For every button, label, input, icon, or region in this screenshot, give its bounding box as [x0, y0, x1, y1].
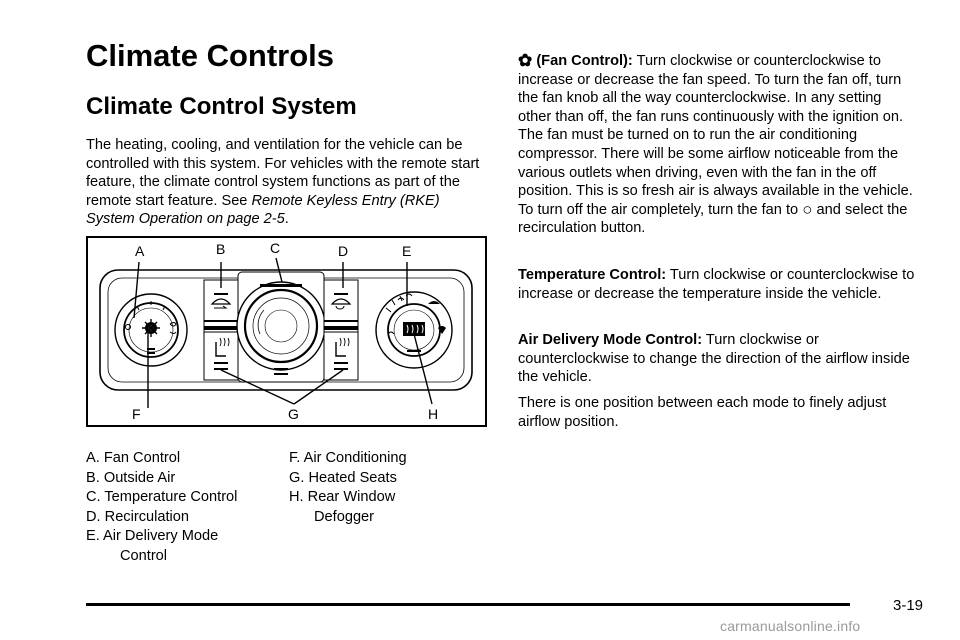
temperature-control-text: Turn clockwise or counterclockwise to increase or decrease the temperature inside the vehicle.: [518, 267, 915, 302]
fine-adjust-paragraph: [518, 394, 918, 431]
legend-item-continued: Control: [120, 547, 168, 564]
callout-d: D: [338, 243, 349, 259]
fan-icon: ✿: [518, 51, 533, 70]
temperature-control-paragraph: [518, 266, 918, 303]
intro-reference: Remote Keyless Entry (RKE) System Operation on page 2-5: [86, 192, 440, 227]
right-button-column: [324, 280, 358, 380]
temperature-knob: [237, 272, 325, 382]
callout-b: B: [216, 241, 226, 257]
callout-e: E: [402, 243, 412, 259]
mode-control-text: Turn clockwise or counterclockwise to change the direction of the airflow inside the vehicle.: [518, 332, 910, 385]
fan-knob: [115, 294, 187, 366]
callout-a: A: [135, 243, 145, 259]
fan-control-label: (Fan Control):: [536, 53, 633, 69]
page-title: Climate Controls: [86, 38, 335, 73]
legend-item: A. Fan Control: [86, 450, 181, 466]
legend-right: [289, 449, 407, 527]
climate-panel-diagram: [88, 238, 485, 425]
rear-defog-icon: [403, 322, 425, 336]
legend-item: C. Temperature Control: [86, 489, 238, 505]
legend-item: H. Rear Window: [289, 489, 396, 505]
intro-end: .: [284, 211, 289, 227]
temperature-control-label: Temperature Control:: [518, 267, 667, 283]
left-button-column: [204, 280, 238, 380]
fine-adjust-text: There is one position between each mode to finely adjust airflow position.: [518, 395, 887, 430]
legend-item-continued: Defogger: [314, 508, 375, 525]
off-circle-icon: ○: [802, 199, 813, 219]
fan-control-paragraph: [518, 52, 918, 238]
callout-h: H: [428, 406, 439, 422]
legend-left: [86, 449, 237, 566]
footer-rule: [86, 603, 850, 606]
callout-c: C: [270, 240, 281, 256]
mode-control-label: Air Delivery Mode Control:: [518, 332, 703, 348]
mode-knob: [376, 292, 452, 368]
page-number: 3-19: [893, 597, 924, 614]
section-title: Climate Control System: [86, 93, 357, 120]
climate-control-figure: [86, 236, 487, 427]
fan-control-text: Turn clockwise or counterclockwise to increase or decrease the fan speed. To turn the fan off, turn the fan knob all the way counterclockwise. In any setting other than off, the fan runs continuously with the ignition on. The fan must be turned on to run the air conditioning compressor. There will be some airflow noticeable from the various outlets when driving, even with the fan in the off position. This is so fresh air is always available in the vehicle. To turn off the air completely, turn the fan to: [518, 53, 913, 218]
callout-f: F: [132, 406, 141, 422]
legend-item: B. Outside Air: [86, 469, 176, 486]
intro-paragraph: [86, 136, 482, 229]
legend-item: E. Air Delivery Mode: [86, 528, 219, 544]
fan-control-text-end: and select the recirculation button.: [518, 201, 908, 237]
callout-g: G: [288, 406, 299, 422]
legend-item: F. Air Conditioning: [289, 450, 407, 466]
mode-control-paragraph: [518, 331, 918, 387]
legend-item: G. Heated Seats: [289, 469, 397, 486]
intro-text: The heating, cooling, and ventilation for the vehicle can be controlled with this system. For vehicles with the remote start feature, the climate control system functions as part of the remote start feature. See: [86, 137, 480, 209]
watermark: carmanualsonline.info: [720, 618, 861, 634]
legend-item: D. Recirculation: [86, 508, 190, 525]
